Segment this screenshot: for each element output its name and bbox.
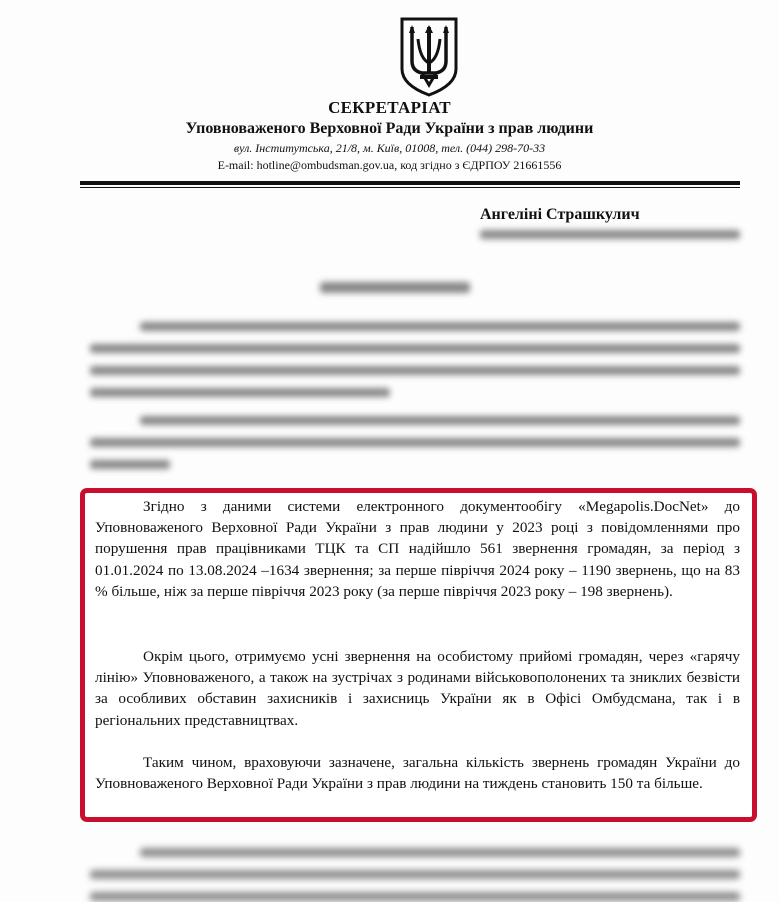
header-divider-thin — [80, 187, 740, 188]
secretariat-title: СЕКРЕТАРІАТ — [328, 98, 451, 117]
excerpt-paragraph-1: Згідно з даними системи електронного документообігу «Megapolis.DocNet» до Уповноваженого Верховної Ради України з прав людини у 2023 році з повідомленнями про порушення прав працівниками ТЦК та СП надійшло 561 звернення громадян, за період з 01.01.2024 по 13.08.2024 –1634 звернення; за перше півріччя 2024 року – 1190 звернень, що на 83 % більше, ніж за перше півріччя 2023 року (за перше півріччя 2023 року – 198 звернень). — [95, 498, 740, 600]
organization-name: Уповноваженого Верховної Ради України з прав людини — [185, 120, 594, 137]
address-line: вул. Інститутська, 21/8, м. Київ, 01008, тел. (044) 298-70-33 — [233, 141, 546, 155]
redacted-text-block — [0, 222, 779, 492]
recipient-name: Ангеліні Страшкулич — [480, 206, 640, 223]
trident-emblem-icon — [396, 15, 462, 97]
header-divider — [80, 181, 740, 185]
email-line: E-mail: hotline@ombudsman.gov.ua, код згідно з ЄДРПОУ 21661556 — [217, 158, 562, 172]
excerpt-paragraph-3: Таким чином, враховуючи зазначене, загальна кількість звернень громадян України до Уповноваженого Верховної Ради України з прав людини на тиждень становить 150 та більше. — [95, 754, 740, 793]
redacted-text-block-bottom — [0, 828, 779, 902]
excerpt-paragraph-2: Окрім цього, отримуємо усні звернення на особистому прийомі громадян, через «гарячу лінію» Уповноваженого, а також на зустрічах з родинами військовополонених та зниклих безвісти за особливих обставин захисників і захисниць України як в Офісі Омбудсмана, так і в регіональних представництвах. — [95, 648, 740, 729]
